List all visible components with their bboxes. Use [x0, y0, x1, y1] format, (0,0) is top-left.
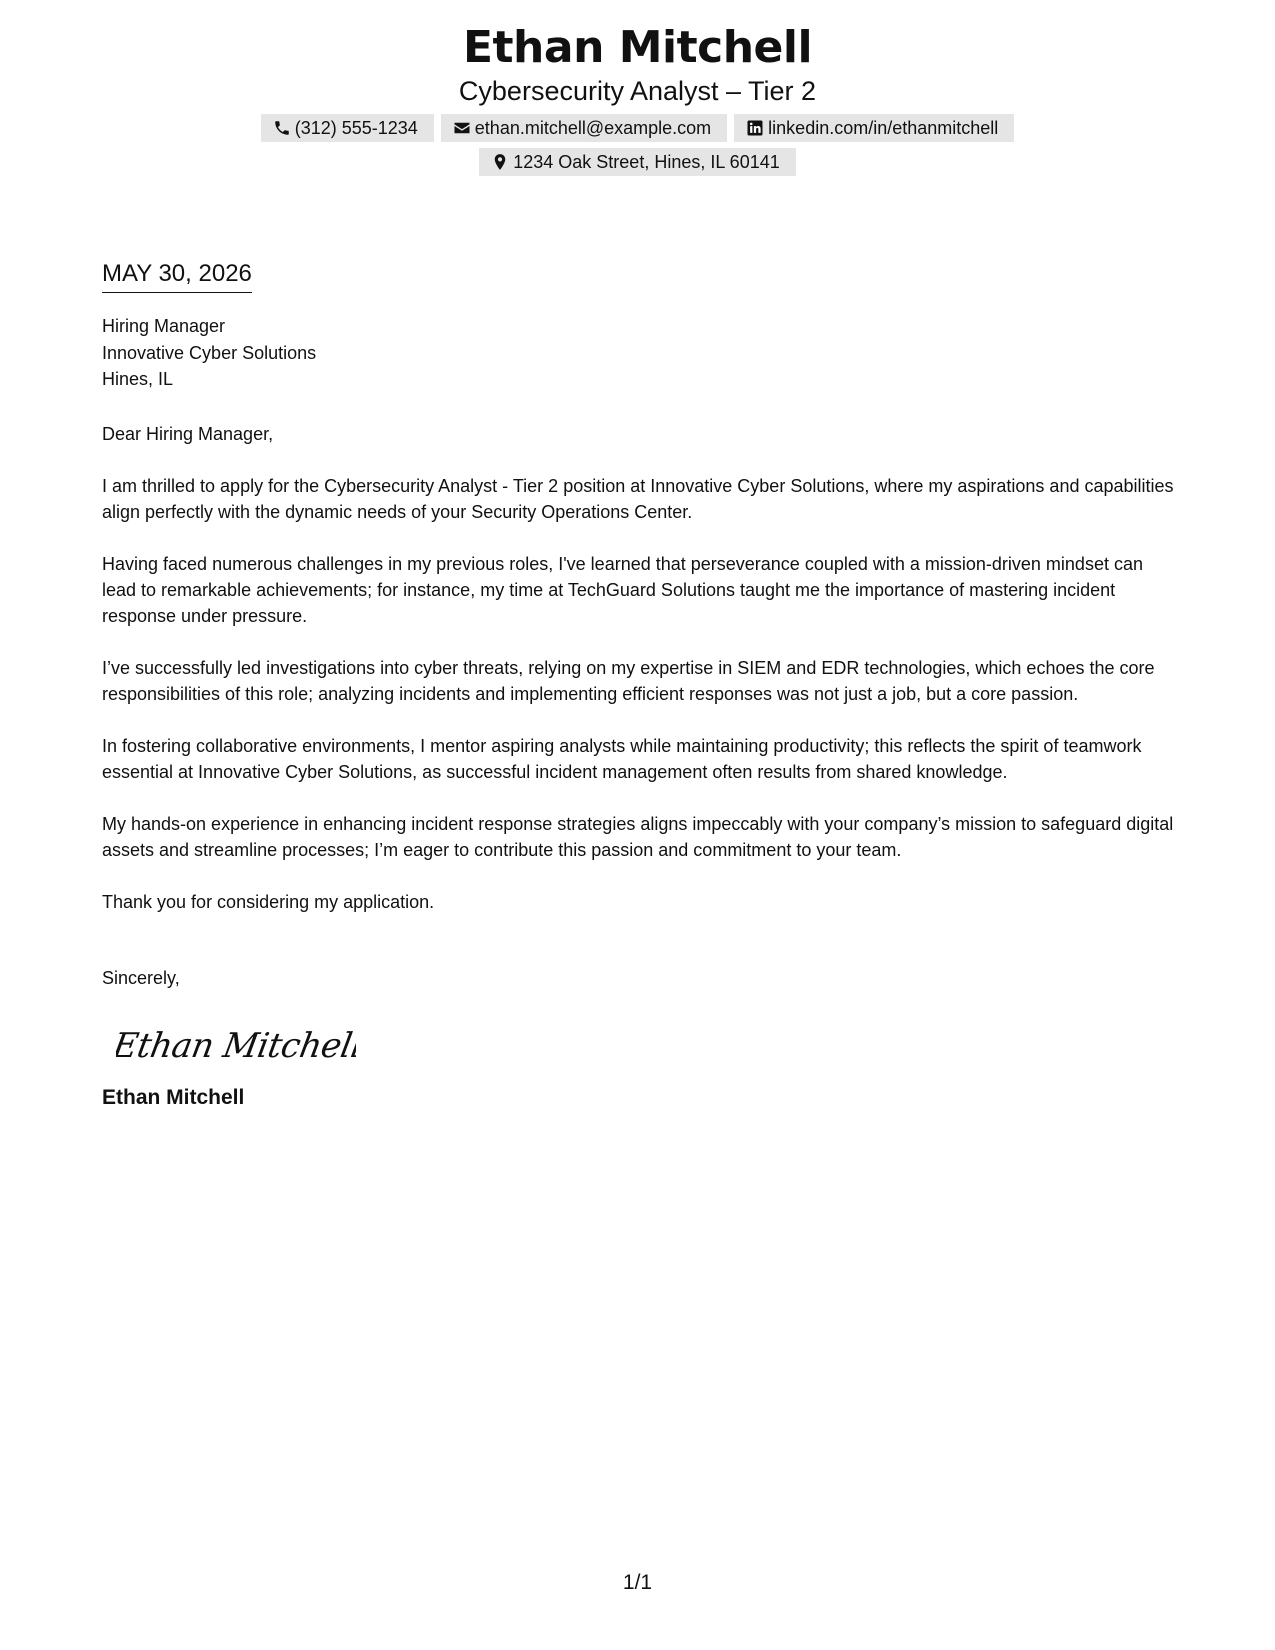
- phone-icon: [273, 119, 291, 137]
- handwritten-signature: [116, 1019, 356, 1069]
- letter-body: [102, 258, 1177, 1111]
- body-paragraph: In fostering collaborative environments, I mentor aspiring analysts while maintaining productivity; this reflects the spirit of teamwork essential at Innovative Cyber Solutions, as successful incident management often results from shared knowledge.: [102, 735, 1142, 782]
- linkedin-icon: [746, 119, 764, 137]
- contact-email[interactable]: [441, 114, 727, 142]
- body-paragraph: Thank you for considering my application.: [102, 891, 435, 912]
- page-number: 1/1: [622, 1571, 653, 1594]
- body-paragraph: My hands-on experience in enhancing incident response strategies aligns impeccably with your company’s mission to safeguard digital assets and streamline processes; I’m eager to contribute this passion and commitment to your team.: [102, 813, 1174, 860]
- body-paragraph: Having faced numerous challenges in my previous roles, I've learned that perseverance coupled with a mission-driven mindset can lead to remarkable achievements; for instance, my time at TechGuard Solutions taught me the importance of mastering incident response under pressure.: [102, 553, 1143, 626]
- contact-row-secondary: [0, 148, 1275, 176]
- applicant-name: Ethan Mitchell: [462, 22, 813, 73]
- body-paragraph: I’ve successfully led investigations into cyber threats, relying on my expertise in SIEM and EDR technologies, which echoes the core responsibilities of this role; analyzing incidents and implementing efficient responses was not just a job, but a core passion.: [102, 657, 1155, 704]
- address-text: 1234 Oak Street, Hines, IL 60141: [513, 152, 780, 172]
- contact-linkedin[interactable]: [734, 114, 1014, 142]
- signature-text: Ethan Mitchell: [116, 1025, 356, 1066]
- linkedin-text: linkedin.com/in/ethanmitchell: [768, 118, 999, 138]
- phone-text: (312) 555-1234: [294, 118, 418, 138]
- map-pin-icon: [491, 153, 509, 171]
- email-text: ethan.mitchell@example.com: [474, 118, 712, 138]
- letter-date: MAY 30, 2026: [102, 258, 252, 293]
- letter-header: [0, 20, 1275, 176]
- recipient-line: Innovative Cyber Solutions: [102, 342, 317, 363]
- contact-phone[interactable]: [261, 114, 434, 142]
- body-paragraph: I am thrilled to apply for the Cybersecurity Analyst - Tier 2 position at Innovative Cyber Solutions, where my aspirations and capabilities align perfectly with the dynamic needs of your Security Operations Center.: [102, 475, 1174, 522]
- envelope-icon: [453, 119, 471, 137]
- recipient-line: Hines, IL: [102, 369, 174, 389]
- recipient-block: [102, 313, 1177, 393]
- recipient-line: Hiring Manager: [102, 316, 226, 336]
- signer-name: Ethan Mitchell: [102, 1085, 245, 1109]
- applicant-title: Cybersecurity Analyst – Tier 2: [458, 76, 817, 106]
- salutation: Dear Hiring Manager,: [102, 423, 274, 444]
- contact-address: [479, 148, 796, 176]
- contact-row-primary: [0, 114, 1275, 142]
- closing: Sincerely,: [102, 967, 180, 988]
